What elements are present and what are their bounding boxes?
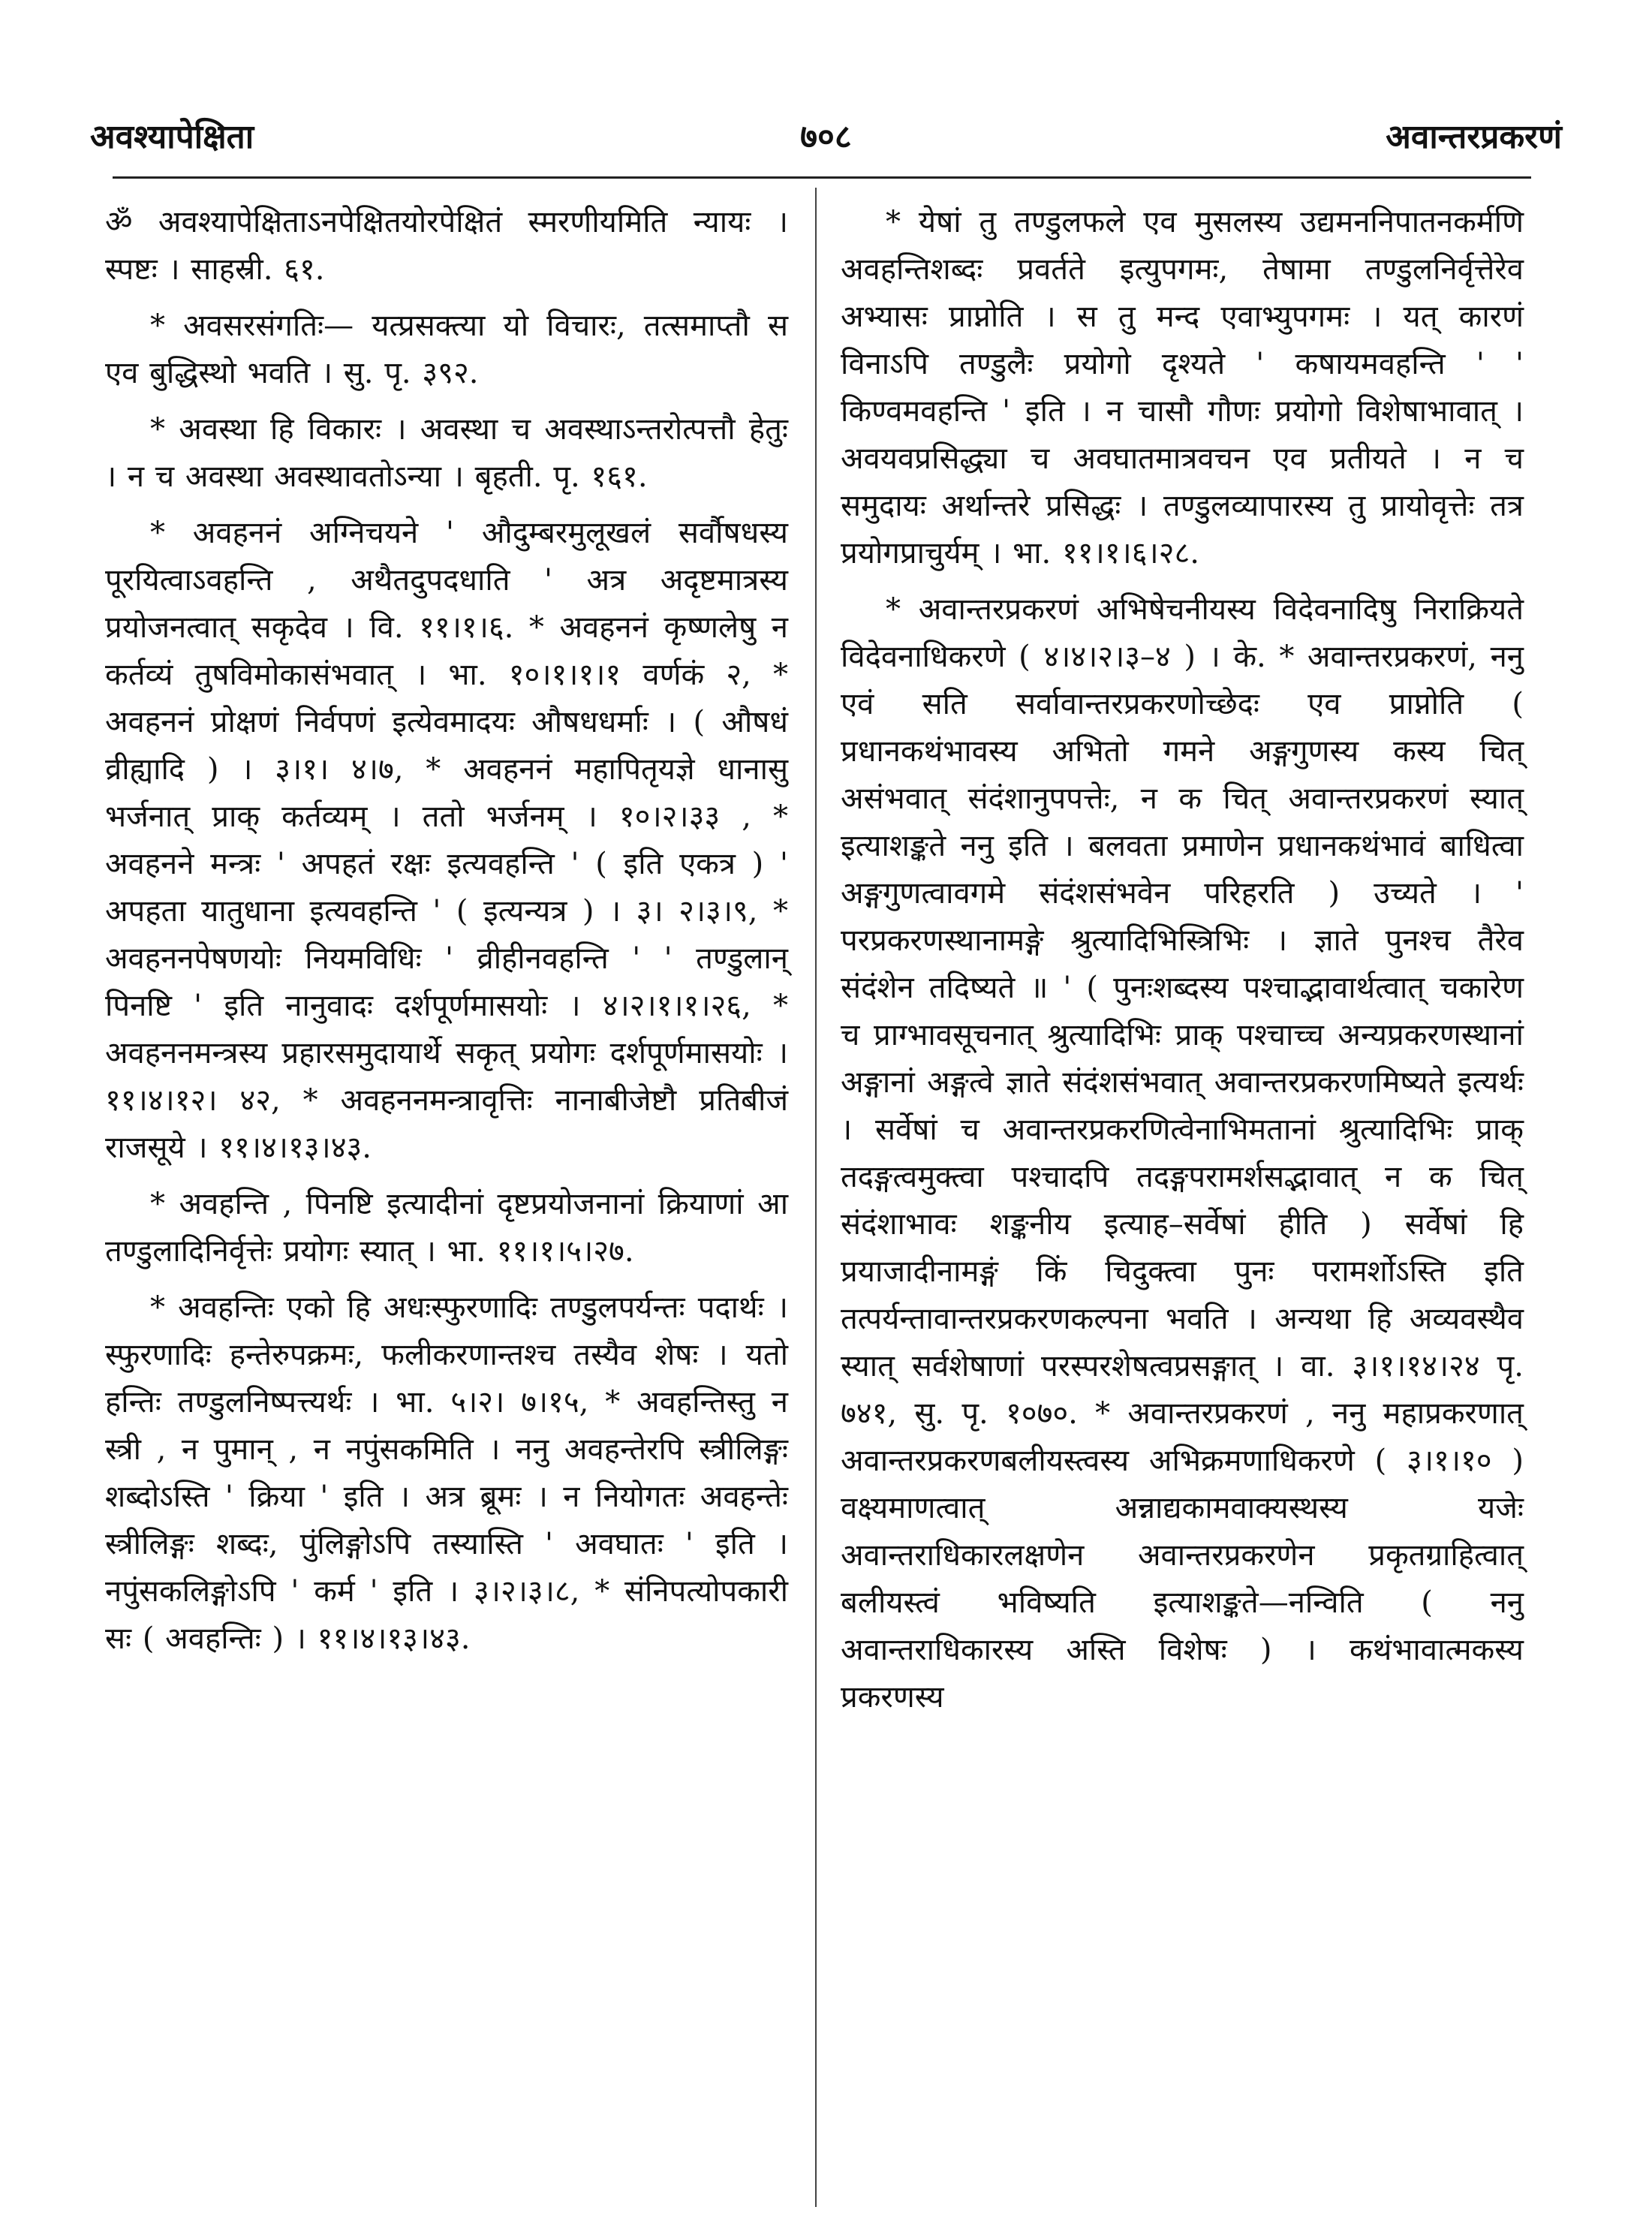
page-number: ७०८ — [800, 118, 852, 156]
entry-paragraph: * येषां तु तण्डुलफले एव मुसलस्य उद्यमननिपातनकर्मणि अवहन्तिशब्दः प्रवर्तते इत्युपगमः, तेषामा तण्डुलनिर्वृत्तेरेव अभ्यासः प्राप्नोति । स तु मन्द एवाभ्युपगमः । यत् कारणं विनाऽपि तण्डुलैः प्रयोगो दृश्यते ' कषायमवहन्ति ' ' किण्वमवहन्ति ' इति । न चासौ गौणः प्रयोगो विशेषाभावात् । अवयवप्रसिद्ध्या च अवघातमात्रवचन एव प्रतीयते । न च समुदायः अर्थान्तरे प्रसिद्धः । तण्डुलव्यापारस्य तु प्रायोवृत्तेः तत्र प्रयोगप्राचुर्यम् । भा. ११।१।६।२८. — [841, 205, 1524, 571]
header-rule — [113, 176, 1531, 179]
entry-paragraph: * अवसरसंगतिः— यत्प्रसक्त्या यो विचारः, तत्समाप्तौ स एव बुद्धिस्थो भवति । सु. पृ. ३९२. — [105, 309, 788, 390]
entry-paragraph: * अवस्था हि विकारः । अवस्था च अवस्थाऽन्तरोत्पत्तौ हेतुः । न च अवस्था अवस्थावतोऽन्या । बृहती. पृ. १६१. — [105, 412, 788, 494]
entry-paragraph: * अवान्तरप्रकरणं अभिषेचनीयस्य विदेवनादिषु निराक्रियते विदेवनाधिकरणे ( ४।४।२।३–४ ) । के. * अवान्तरप्रकरणं, ननु एवं सति सर्वावान्तरप्रकरणोच्छेदः एव प्राप्नोति ( प्रधानकथंभावस्य अभितो गमने अङ्गगुणस्य कस्य चित् असंभवात् संदंशानुपपत्तेः, न क चित् अवान्तरप्रकरणं स्यात् इत्याशङ्कते ननु इति । बलवता प्रमाणेन प्रधानकथंभावं बाधित्वा अङ्गगुणत्वावगमे संदंशसंभवेन परिहरति ) उच्यते । ' परप्रकरणस्थानामङ्गे श्रुत्यादिभिस्त्रिभिः । ज्ञाते पुनश्च तैरेव संदंशेन तदिष्यते ॥ ' ( पुनःशब्दस्य पश्चाद्भावार्थत्वात् चकारेण च प्राग्भावसूचनात् श्रुत्यादिभिः प्राक् पश्चाच्च अन्यप्रकरणस्थानां अङ्गानां अङ्गत्वे ज्ञाते संदंशसंभवात् अवान्तरप्रकरणमिष्यते इत्यर्थः । सर्वेषां च अवान्तरप्रकरणित्वेनाभिमतानां श्रुत्यादिभिः प्राक् तदङ्गत्वमुक्त्वा पश्चादपि तदङ्गपरामर्शसद्भावात् न क चित् संदंशाभावः शङ्कनीय इत्याह–सर्वेषां हीति ) सर्वेषां हि प्रयाजादीनामङ्गं किं चिदुक्त्वा पुनः परामर्शोऽस्ति इति तत्पर्यन्तावान्तरप्रकरणकल्पना भवति । अन्यथा हि अव्यवस्थैव स्यात् सर्वशेषाणां परस्परशेषत्वप्रसङ्गात् । वा. ३।१।१४।२४ पृ. ७४१, सु. पृ. १०७०. * अवान्तरप्रकरणं , ननु महाप्रकरणात् अवान्तरप्रकरणबलीयस्त्वस्य अभिक्रमणाधिकरणे ( ३।१।१० ) वक्ष्यमाणत्वात् अन्नाद्यकामवाक्यस्थस्य यजेः अवान्तराधिकारलक्षणेन अवान्तरप्रकरणेन प्रकृतग्राहित्वात् बलीयस्त्वं भविष्यति इत्याशङ्कते—नन्विति ( ननु अवान्तराधिकारस्य अस्ति विशेषः ) । कथंभावात्मकस्य प्रकरणस्य — [841, 592, 1524, 1715]
header-left-term: अवश्यापेक्षिता — [90, 118, 254, 156]
column-divider — [815, 188, 817, 2207]
entry-paragraph: * अवहननं अग्निचयने ' औदुम्बरमुलूखलं सर्वौषधस्य पूरयित्वाऽवहन्ति , अथैतदुपदधाति ' अत्र अदृष्टमात्रस्य प्रयोजनत्वात् सकृदेव । वि. ११।१।६. * अवहननं कृष्णलेषु न कर्तव्यं तुषविमोकासंभवात् । भा. १०।१।१।१ वर्णकं २, * अवहननं प्रोक्षणं निर्वपणं इत्येवमादयः औषधधर्माः । ( औषधं व्रीह्यादि ) । ३।१। ४।७, * अवहननं महापितृयज्ञे धानासु भर्जनात् प्राक् कर्तव्यम् । ततो भर्जनम् । १०।२।३३ , * अवहनने मन्त्रः ' अपहतं रक्षः इत्यवहन्ति ' ( इति एकत्र ) ' अपहता यातुधाना इत्यवहन्ति ' ( इत्यन्यत्र ) । ३। २।३।९, * अवहननपेषणयोः नियमविधिः ' व्रीहीनवहन्ति ' ' तण्डुलान् पिनष्टि ' इति नानुवादः दर्शपूर्णमासयोः । ४।२।१।१।२६, * अवहननमन्त्रस्य प्रहारसमुदायार्थे सकृत् प्रयोगः दर्शपूर्णमासयोः । ११।४।१२। ४२, * अवहननमन्त्रावृत्तिः नानाबीजेष्टौ प्रतिबीजं राजसूये । ११।४।१३।४३. — [105, 516, 788, 1165]
entry-paragraph: * अवहन्ति , पिनष्टि इत्यादीनां दृष्टप्रयोजनानां क्रियाणां आ तण्डुलादिनिर्वृत्तेः प्रयोगः स्यात् । भा. ११।१।५।२७. — [105, 1187, 788, 1269]
entry-paragraph: * अवहन्तिः एको हि अधःस्फुरणादिः तण्डुलपर्यन्तः पदार्थः । स्फुरणादिः हन्तेरुपक्रमः, फलीकरणान्तश्च तस्यैव शेषः । यतो हन्तिः तण्डुलनिष्पत्त्यर्थः । भा. ५।२। ७।१५, * अवहन्तिस्तु न स्त्री , न पुमान् , न नपुंसकमिति । ननु अवहन्तेरपि स्त्रीलिङ्गः शब्दोऽस्ति ' क्रिया ' इति । अत्र ब्रूमः । न नियोगतः अवहन्तेः स्त्रीलिङ्गः शब्दः, पुंलिङ्गोऽपि तस्यास्ति ' अवघातः ' इति । नपुंसकलिङ्गोऽपि ' कर्म ' इति । ३।२।३।८, * संनिपत्योपकारी सः ( अवहन्तिः ) । ११।४।१३।४३. — [105, 1290, 788, 1656]
left-column — [105, 199, 788, 1672]
right-column — [841, 199, 1524, 1730]
running-header — [90, 113, 1562, 165]
entry-paragraph: ॐ अवश्यापेक्षिताऽनपेक्षितयोरपेक्षितं स्मरणीयमिति न्यायः । स्पष्टः । साहस्री. ६१. — [105, 205, 788, 287]
header-right-term: अवान्तरप्रकरणं — [1386, 118, 1562, 156]
